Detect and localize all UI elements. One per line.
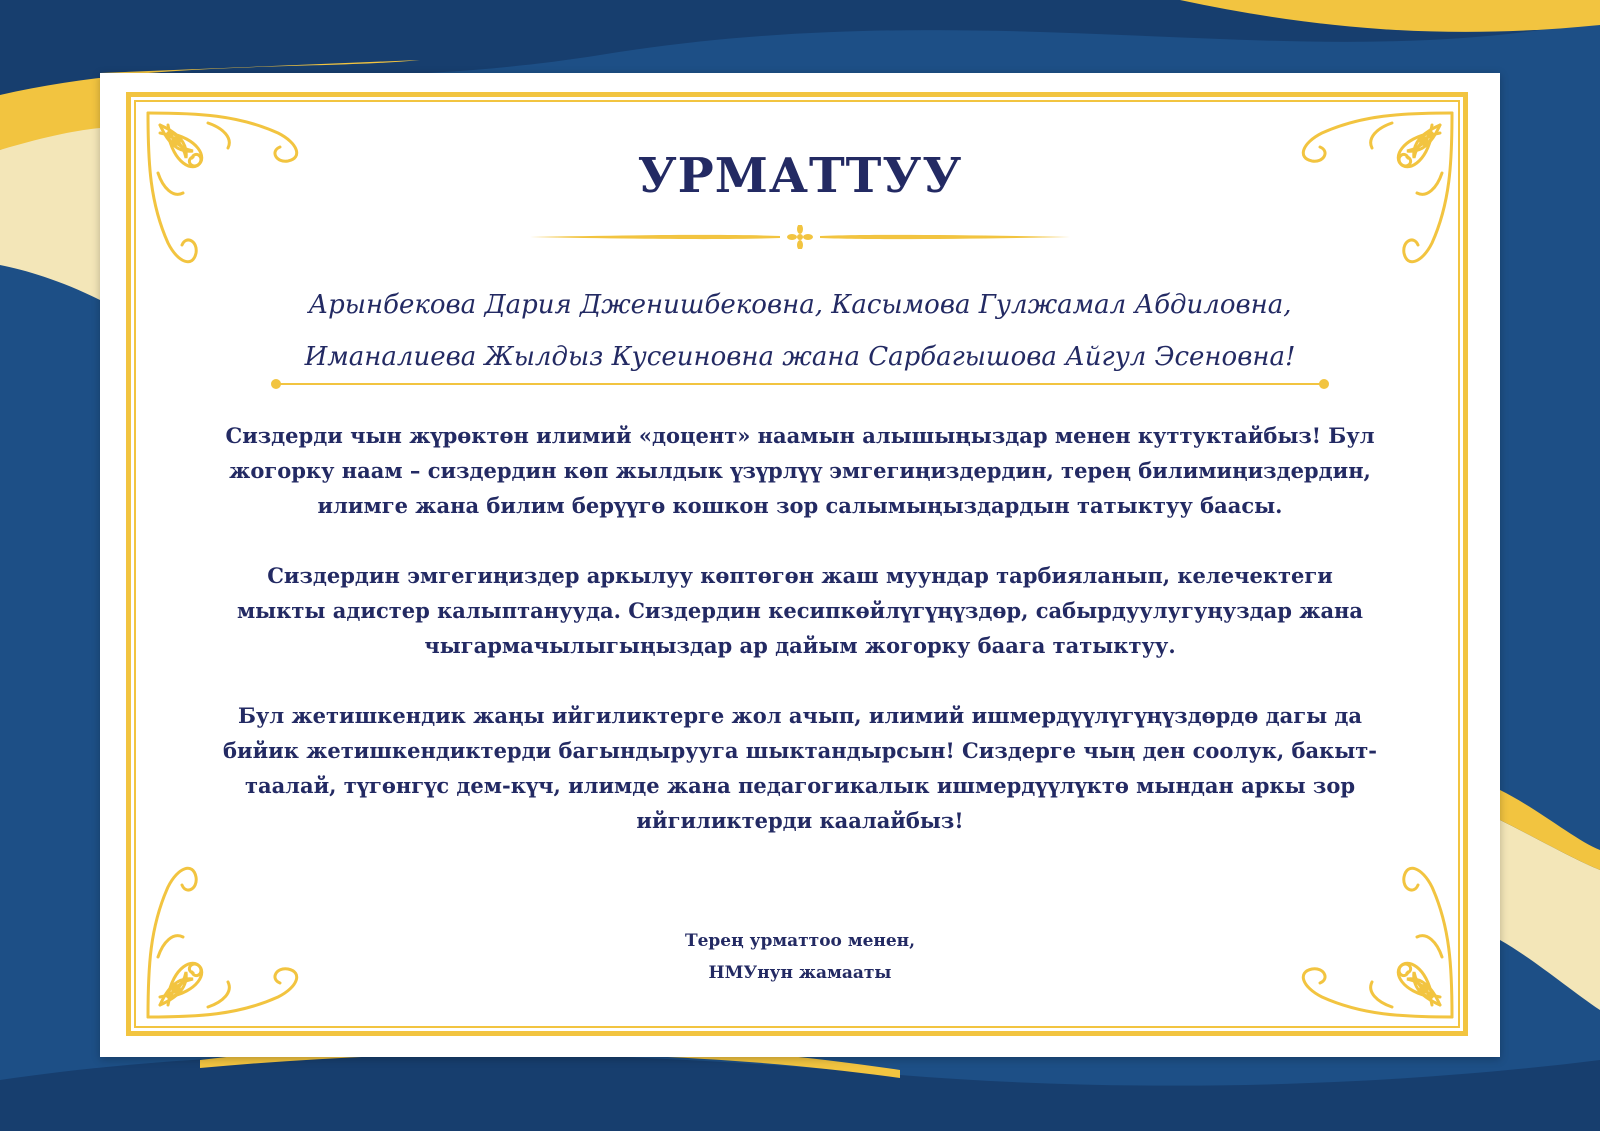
dotted-line-divider — [270, 378, 1330, 390]
certificate-card — [100, 73, 1500, 1057]
page-title: УРМАТТУУ — [637, 148, 963, 204]
message-body — [220, 418, 1380, 873]
recipients-line: Иманалиева Жылдыз Кусеиновна жана Сарбагышова Айгул Эсеновна! — [304, 342, 1296, 372]
message-paragraph: Сиздерди чын жүрөктөн илимий «доцент» наамын алышыңыздар менен куттуктайбыз! Бул жогорку наам – сиздердин көп жылдык үзүрлүү эмгегиңиздердин, терең билимиңиздердин, илимге жана билим берүүгө кошкон зор салымыңыздардын татыктуу баасы. — [225, 423, 1375, 518]
signature-block — [100, 925, 1500, 989]
flourish-divider-icon — [530, 225, 1070, 249]
message-paragraph: Бул жетишкендик жаңы ийгиликтерге жол ачып, илимий ишмердүүлүгүңүздөрдө дагы да бийик жетишкендиктерди багындырууга шыктандырсын! Сиздерге чың ден соолук, бакыт-таалай, түгөнгүс дем-күч, илимде жана педагогикалык ишмердүүлүктө мындан аркы зор ийгиликтерди каалайбыз! — [222, 703, 1377, 833]
recipients-names — [240, 279, 1360, 383]
sender-name: НМУнун жамааты — [708, 963, 892, 983]
recipients-line: Арынбекова Дария Дженишбековна, Касымова Гулжамал Абдиловна, — [308, 290, 1292, 320]
message-paragraph: Сиздердин эмгегиңиздер аркылуу көптөгөн жаш муундар тарбияланып, келечектеги мыкты адистер калыптанууда. Сиздердин кесипкөйлүгүңүздөр, сабырдуулугуңуздар жана чыгармачылыгыңыздар ар дайым жогорку баага татыктуу. — [236, 563, 1364, 658]
closing-line: Терең урматтоо менен, — [684, 931, 916, 951]
